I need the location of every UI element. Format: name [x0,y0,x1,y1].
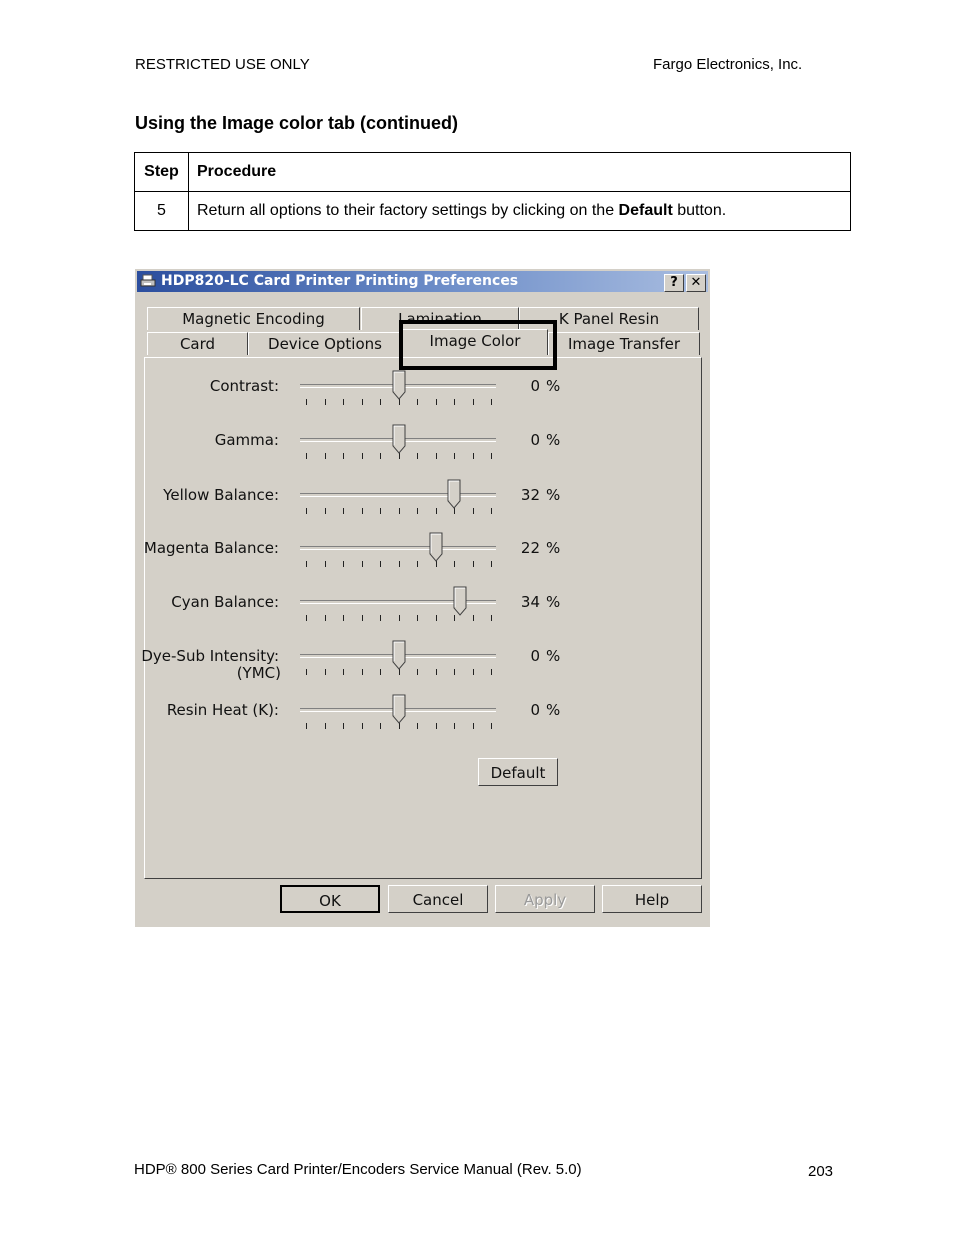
table-row [135,192,851,231]
slider-unit: % [546,647,561,665]
dialog-titlebar[interactable] [137,271,708,292]
slider-value: 0 [530,431,540,449]
slider-tick [362,723,363,729]
slider-ticks [300,399,496,407]
slider-track[interactable] [300,600,496,604]
slider-label: Contrast: [209,377,279,395]
tab-magnetic-encoding[interactable]: Magnetic Encoding [147,307,360,330]
slider-tick [454,561,455,567]
slider-tick [436,399,437,405]
slider-tick [325,399,326,405]
slider-tick [417,453,418,459]
step-number: 5 [135,192,189,231]
slider-tick [491,723,492,729]
procedure-text-start: Return all options to their factory settings by clicking on the [197,202,619,219]
slider-label: Yellow Balance: [163,486,279,504]
close-icon[interactable]: ✕ [686,274,706,292]
slider-tick [380,669,381,675]
slider-unit: % [546,377,561,395]
slider-tick [380,561,381,567]
slider-label: Resin Heat (K): [166,701,279,719]
header-restricted-notice: RESTRICTED USE ONLY [135,56,310,73]
slider-tick [417,723,418,729]
slider-tick [362,669,363,675]
slider-unit: % [546,701,561,719]
slider-row [141,647,701,687]
slider-tick [325,561,326,567]
tab-image-transfer[interactable]: Image Transfer [548,332,700,355]
slider-tick [325,615,326,621]
slider-tick [306,508,307,514]
slider-tick [473,615,474,621]
slider-unit: % [546,431,561,449]
procedure-text-end: button. [672,202,727,219]
slider-tick [436,508,437,514]
slider-ticks [300,453,496,461]
slider-row [145,377,701,417]
slider-tick [454,453,455,459]
slider-tick [399,508,400,514]
slider-row [145,431,701,471]
slider-tick [325,723,326,729]
slider-tick [362,561,363,567]
slider-label: Dye-Sub Intensity: [141,647,279,665]
dialog-title: HDP820-LC Card Printer Printing Preferences [161,273,519,289]
slider-tick [343,615,344,621]
slider-tick [473,669,474,675]
slider-label: Gamma: [214,431,279,449]
column-header-step: Step [135,153,189,192]
slider-tick [343,453,344,459]
slider-tick [380,399,381,405]
slider-tick [306,669,307,675]
slider-thumb[interactable] [392,640,406,670]
slider-tick [325,453,326,459]
apply-button[interactable]: Apply [495,885,595,913]
slider-tick [325,508,326,514]
slider-tick [436,669,437,675]
help-title-button[interactable]: ? [664,274,684,292]
slider-tick [491,453,492,459]
slider-tick [491,508,492,514]
slider-thumb[interactable] [453,586,467,616]
slider-ticks [300,669,496,677]
slider-value: 34 [520,593,540,611]
slider-row [145,539,701,579]
slider-ticks [300,723,496,731]
slider-unit: % [546,486,561,504]
slider-tick [399,561,400,567]
footer-manual-title: HDP® 800 Series Card Printer/Encoders Service Manual (Rev. 5.0) [134,1161,582,1178]
slider-value: 22 [520,539,540,557]
slider-ticks [300,508,496,516]
slider-thumb[interactable] [429,532,443,562]
slider-label-line2: (YMC) [236,664,281,682]
cancel-button[interactable]: Cancel [388,885,488,913]
slider-tick [306,561,307,567]
ok-button[interactable]: OK [280,885,380,913]
slider-tick [417,508,418,514]
section-title: Using the Image color tab (continued) [135,113,459,133]
slider-tick [306,723,307,729]
slider-tick [417,615,418,621]
procedure-text-bold: Default [618,202,673,219]
slider-unit: % [546,539,561,557]
slider-value: 0 [530,647,540,665]
slider-tick [362,453,363,459]
column-header-procedure: Procedure [189,153,851,192]
slider-tick [380,615,381,621]
slider-track[interactable] [300,546,496,550]
slider-tick [454,399,455,405]
slider-tick [417,669,418,675]
slider-ticks [300,561,496,569]
slider-tick [473,399,474,405]
slider-tick [325,669,326,675]
slider-tick [491,561,492,567]
slider-tick [473,453,474,459]
slider-ticks [300,615,496,623]
tab-lamination[interactable]: Lamination [361,307,519,330]
slider-tick [473,508,474,514]
default-button[interactable]: Default [478,758,558,786]
procedure-text [189,192,851,231]
slider-value: 32 [520,486,540,504]
header-company: Fargo Electronics, Inc. [653,56,803,73]
procedure-table [134,152,851,231]
slider-tick [306,615,307,621]
slider-tick [380,723,381,729]
slider-tick [473,561,474,567]
printing-preferences-dialog [135,269,710,927]
slider-row [145,486,701,526]
slider-tick [343,561,344,567]
slider-label: Cyan Balance: [171,593,279,611]
slider-thumb[interactable] [392,370,406,400]
slider-tick [436,723,437,729]
slider-unit: % [546,593,561,611]
tab-image-color[interactable]: Image Color [402,329,548,355]
slider-tick [362,508,363,514]
slider-row [145,701,701,741]
slider-tick [436,453,437,459]
slider-tick [380,508,381,514]
slider-tick [417,561,418,567]
slider-tick [306,399,307,405]
printer-icon [140,274,156,288]
tab-highlight-box [399,320,557,370]
slider-thumb[interactable] [392,694,406,724]
slider-tick [436,615,437,621]
image-color-panel [141,357,702,879]
slider-tick [454,723,455,729]
slider-value: 0 [530,701,540,719]
tab-k-panel-resin[interactable]: K Panel Resin [519,307,699,330]
slider-tick [491,615,492,621]
slider-tick [362,399,363,405]
page-number: 203 [808,1163,834,1180]
table-header-row [135,153,851,192]
slider-value: 0 [530,377,540,395]
slider-tick [399,615,400,621]
slider-tick [343,399,344,405]
slider-tick [491,399,492,405]
slider-tick [417,399,418,405]
slider-tick [306,453,307,459]
tab-device-options[interactable]: Device Options [248,332,402,355]
slider-tick [454,669,455,675]
slider-row [145,593,701,633]
slider-label: Magenta Balance: [143,539,279,557]
slider-thumb[interactable] [392,424,406,454]
slider-tick [380,453,381,459]
slider-tick [343,669,344,675]
tab-card[interactable]: Card [147,332,248,355]
slider-track[interactable] [300,493,496,497]
slider-tick [491,669,492,675]
slider-tick [362,615,363,621]
slider-tick [343,723,344,729]
slider-tick [343,508,344,514]
slider-tick [473,723,474,729]
help-button[interactable]: Help [602,885,702,913]
slider-thumb[interactable] [447,479,461,509]
